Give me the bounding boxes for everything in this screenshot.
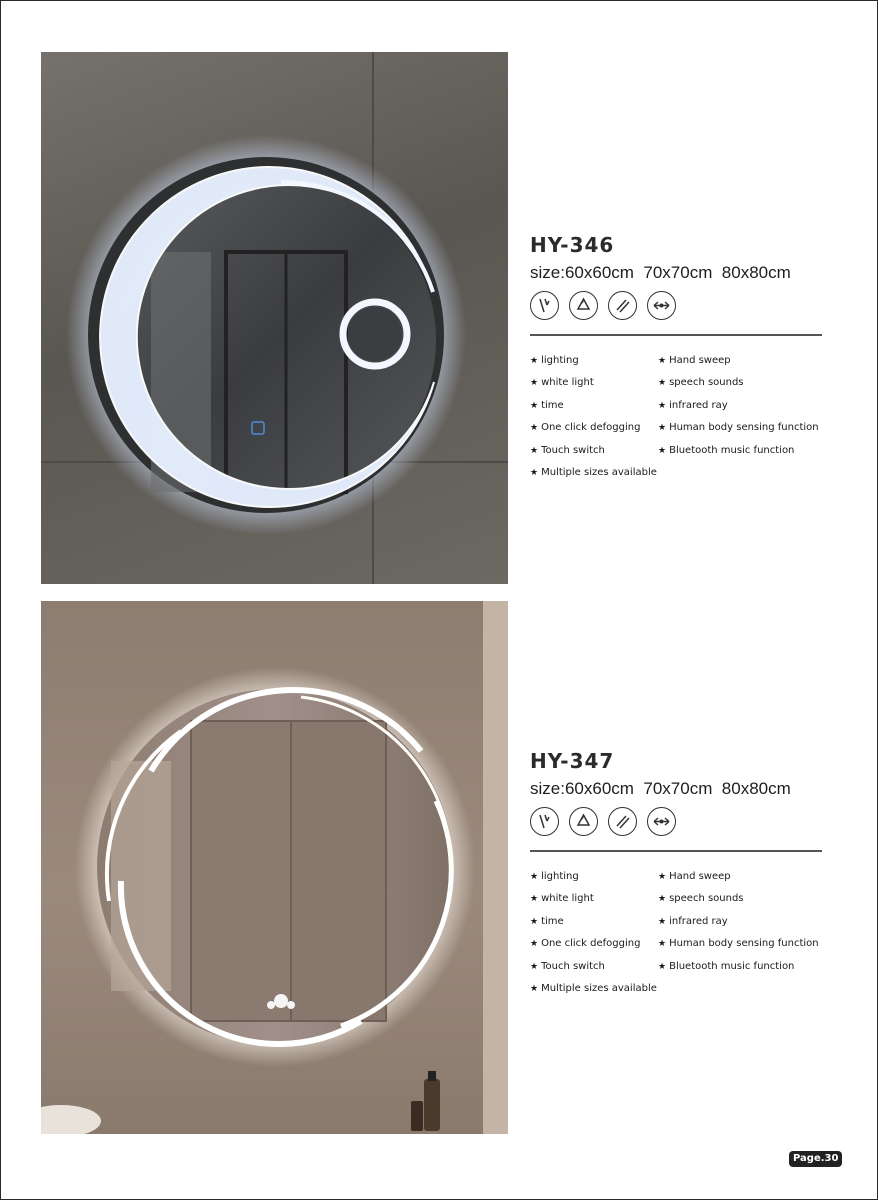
feature-item: ★ One click defogging <box>530 938 641 950</box>
feature-item: ★ Touch switch <box>530 444 605 456</box>
bluetooth-icon <box>647 807 676 836</box>
size-options: size:60x60cm 70x70cm 80x80cm <box>530 263 791 282</box>
divider <box>530 850 822 852</box>
model-number: HY-347 <box>530 749 615 773</box>
product-spec-hy-346 <box>530 232 822 484</box>
feature-icon-row <box>530 291 822 323</box>
feature-item: ★ Human body sensing function <box>658 422 819 434</box>
feature-item: ★ lighting <box>530 355 579 366</box>
product-photo-hy-347 <box>41 601 508 1134</box>
feature-item: ★ lighting <box>530 871 579 882</box>
feature-item: ★ Touch switch <box>530 960 605 972</box>
bluetooth-icon <box>647 291 676 320</box>
feature-item: ★ speech sounds <box>658 893 744 905</box>
feature-item: ★ Hand sweep <box>658 871 731 882</box>
glass-icon <box>608 291 637 320</box>
defog-icon <box>530 807 559 836</box>
feature-item: ★ white light <box>530 377 594 389</box>
divider <box>530 334 822 336</box>
feature-item: ★ infrared ray <box>658 915 728 927</box>
product-photo-hy-346 <box>41 52 508 584</box>
feature-item: ★ infrared ray <box>658 399 728 411</box>
glass-icon <box>608 807 637 836</box>
recycle-icon <box>569 807 598 836</box>
feature-item: ★ Human body sensing function <box>658 938 819 950</box>
feature-list <box>530 350 822 484</box>
product-spec-hy-347 <box>530 748 822 1000</box>
feature-item: ★ One click defogging <box>530 422 641 434</box>
feature-item: ★ Bluetooth music function <box>658 444 795 456</box>
feature-item: ★ white light <box>530 893 594 905</box>
round-led-mirror-illustration <box>41 601 508 1134</box>
feature-item: ★ time <box>530 915 564 927</box>
recycle-icon <box>569 291 598 320</box>
defog-icon <box>530 291 559 320</box>
page-number: Page.30 <box>789 1151 842 1167</box>
feature-item: ★ Bluetooth music function <box>658 960 795 972</box>
feature-item: ★ speech sounds <box>658 377 744 389</box>
feature-icon-row <box>530 807 822 839</box>
size-options: size:60x60cm 70x70cm 80x80cm <box>530 779 791 798</box>
round-led-mirror-illustration <box>41 52 508 584</box>
model-number: HY-346 <box>530 233 615 257</box>
feature-list <box>530 866 822 1000</box>
feature-item: ★ time <box>530 399 564 411</box>
feature-item: ★ Hand sweep <box>658 355 731 366</box>
feature-item: ★ Multiple sizes available <box>530 466 657 478</box>
feature-item: ★ Multiple sizes available <box>530 982 657 994</box>
